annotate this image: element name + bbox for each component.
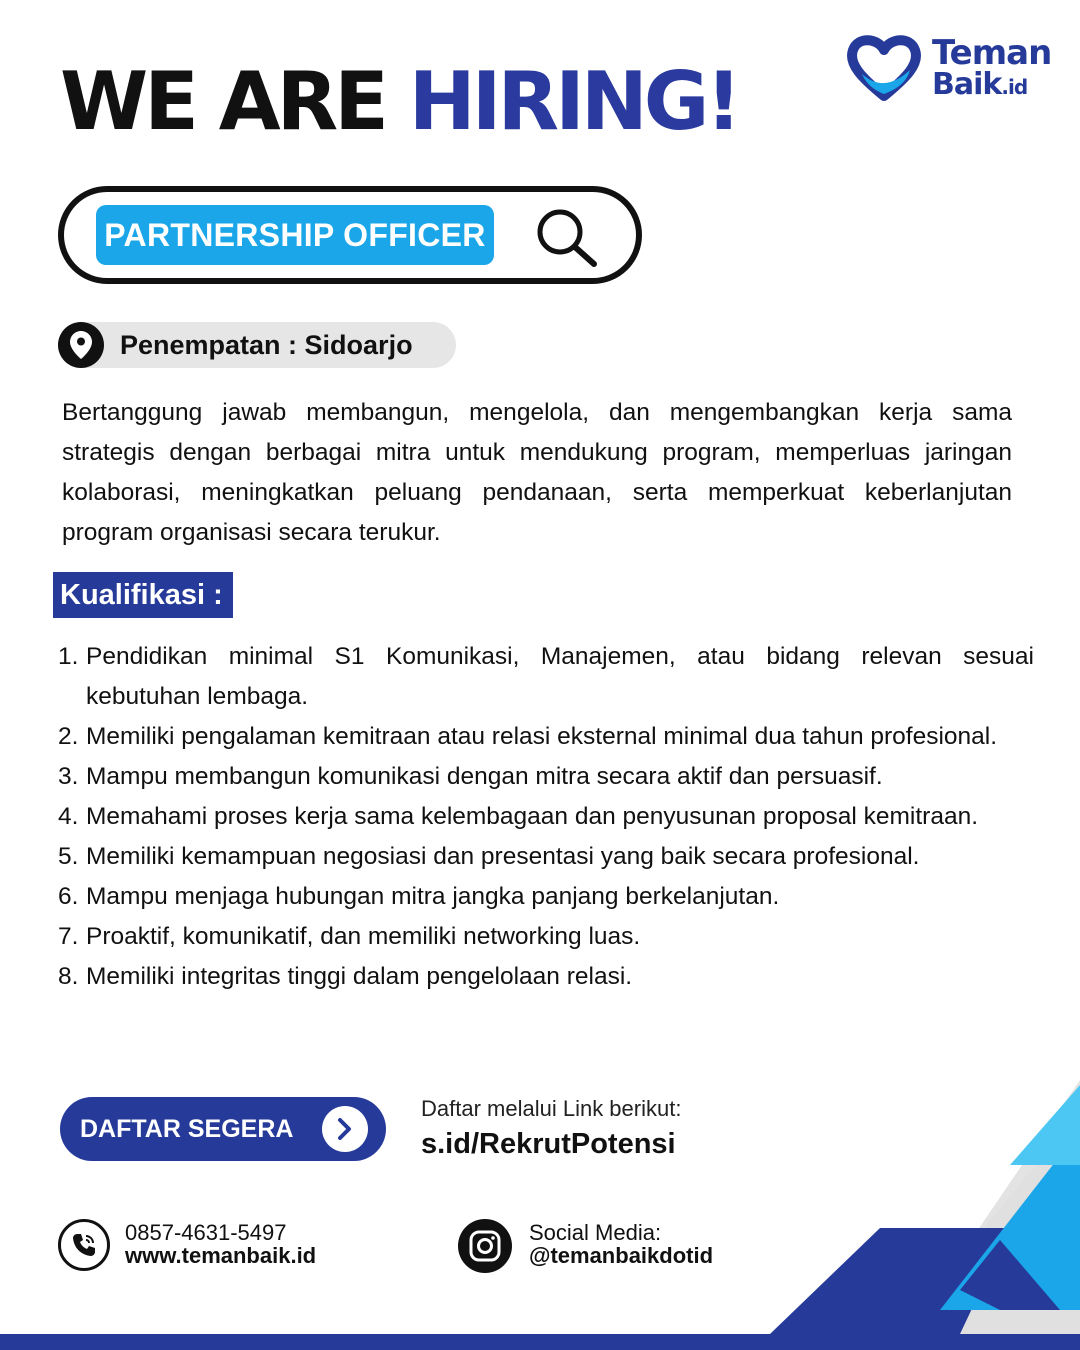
job-search-bar [58, 186, 642, 284]
brand-logo [846, 32, 1056, 107]
chevron-right-icon [322, 1106, 368, 1152]
list-item: 2. Memiliki pengalaman kemitraan atau relasi eksternal minimal dua tahun profesional. [58, 723, 998, 750]
contact-phone[interactable]: 0857-4631-5497 [125, 1220, 287, 1245]
instagram-icon [458, 1219, 512, 1273]
heart-icon [846, 34, 922, 102]
headline [60, 55, 738, 148]
social-media-label: Social Media: [529, 1220, 662, 1245]
list-item: 6. Mampu menjaga hubungan mitra jangka panjang berkelanjutan. [58, 883, 780, 910]
job-description: Bertanggung jawab membangun, mengelola, dan mengembangkan kerja sama strategis dengan berbagai mitra untuk mendukung program, memperluas jaringan kolaborasi, meningkatkan peluang pendanaan, serta memperkuat keberlanjutan program organisasi secara terukur. [62, 399, 1012, 546]
list-item: 3. Mampu membangun komunikasi dengan mitra secara aktif dan persuasif. [58, 763, 883, 790]
logo-text-line1: Teman [932, 33, 1052, 73]
job-title: PARTNERSHIP OFFICER [96, 205, 494, 265]
registration-instructions: Daftar melalui Link berikut: [421, 1096, 682, 1121]
headline-word-1: WE ARE [60, 55, 385, 148]
social-media-handle[interactable]: @temanbaikdotid [529, 1243, 714, 1268]
phone-icon [58, 1219, 110, 1271]
map-pin-icon [58, 322, 104, 368]
list-item: 1. Pendidikan minimal S1 Komunikasi, Manajemen, atau bidang relevan sesuai kebutuhan lembaga. [58, 643, 1034, 710]
list-item: 8. Memiliki integritas tinggi dalam pengelolaan relasi. [58, 963, 633, 990]
location-badge [58, 322, 456, 368]
apply-now-label: DAFTAR SEGERA [80, 1115, 294, 1143]
list-item: 5. Memiliki kemampuan negosiasi dan presentasi yang baik secara profesional. [58, 843, 920, 870]
contact-website[interactable]: www.temanbaik.id [125, 1243, 317, 1268]
list-item: 4. Memahami proses kerja sama kelembagaan dan penyusunan proposal kemitraan. [58, 803, 979, 830]
qualifications-list [58, 637, 1034, 997]
headline-word-2: HIRING! [408, 55, 738, 148]
magnifier-icon [534, 206, 600, 268]
registration-link[interactable]: s.id/RekrutPotensi [421, 1128, 676, 1160]
list-item: 7. Proaktif, komunikatif, dan memiliki networking luas. [58, 923, 641, 950]
location-text: Penempatan : Sidoarjo [120, 330, 413, 360]
apply-now-button[interactable] [60, 1097, 386, 1161]
logo-text-line2: Baik.id [932, 67, 1028, 102]
qualifications-heading: Kualifikasi : [53, 572, 233, 618]
